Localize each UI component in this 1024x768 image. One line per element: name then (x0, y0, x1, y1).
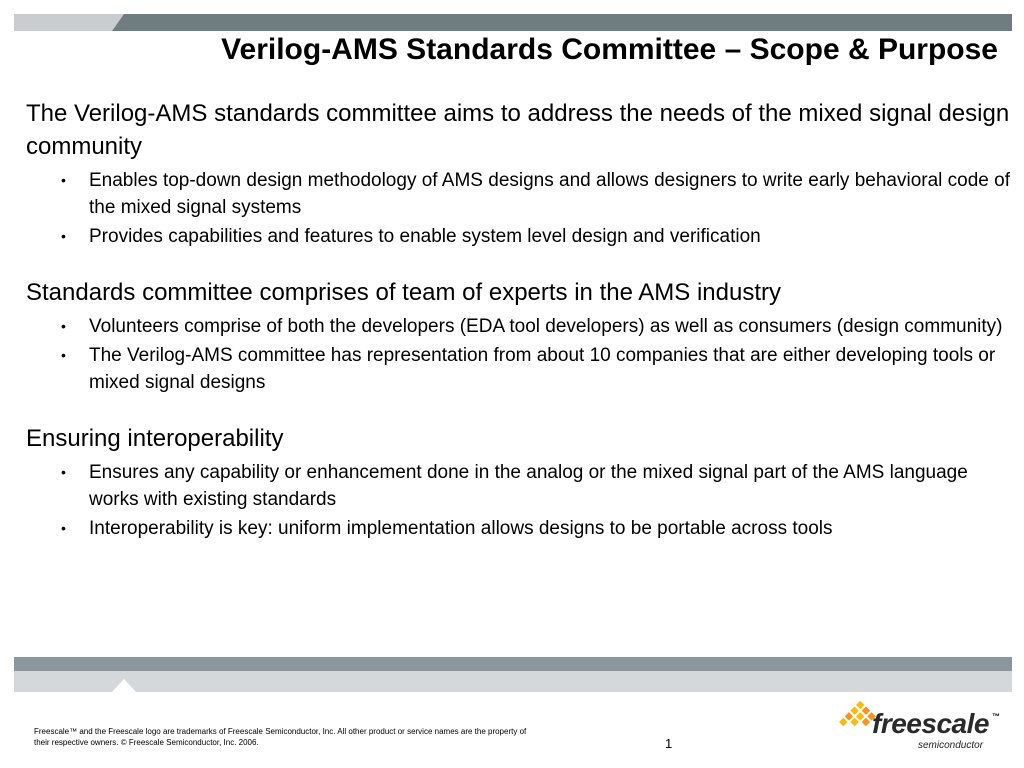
bullet-item (26, 167, 1011, 221)
bullet-text: Volunteers comprise of both the developers (EDA tool developers) as well as consumers (design community) (89, 316, 1003, 337)
bullet-icon: • (61, 520, 66, 536)
bullet-text: Ensures any capability or enhancement done in the analog or the mixed signal part of the AMS language works with existing standards (89, 462, 968, 510)
logo-trademark: ™ (992, 712, 1000, 721)
section-committee (26, 276, 1011, 396)
bottom-decorative-bar (14, 657, 1012, 692)
top-bar-notch-dark (112, 14, 124, 31)
page-number: 1 (665, 736, 673, 751)
bottom-bar-light-segment (14, 671, 1012, 692)
bullet-list (26, 167, 1011, 250)
bullet-item (26, 459, 1011, 513)
bullet-icon: • (61, 464, 66, 480)
bullet-item (26, 342, 1011, 396)
bullet-icon: • (61, 172, 66, 188)
top-bar-dark-segment (124, 14, 1012, 31)
freescale-logo (836, 700, 1006, 756)
bullet-text: Interoperability is key: uniform implementation allows designs to be portable across tools (89, 518, 833, 539)
bullet-icon: • (61, 228, 66, 244)
legal-notice: Freescale™ and the Freescale logo are trademarks of Freescale Semiconductor, Inc. All other product or service names are the property of their respective owners. © Freescale Semiconductor, Inc. 2006. (34, 727, 527, 747)
slide-content (26, 97, 1011, 568)
logo-wordmark: freescale (872, 708, 989, 739)
bullet-item (26, 515, 1011, 542)
bottom-bar-dark-segment (14, 657, 1012, 671)
freescale-logo-icon (836, 700, 876, 744)
top-decorative-bar (0, 14, 1012, 31)
top-bar-light-segment (14, 14, 112, 31)
bullet-item (26, 223, 1011, 250)
bottom-bar-notch (112, 679, 136, 692)
bullet-text: Provides capabilities and features to enable system level design and verification (89, 226, 761, 247)
section-heading: Standards committee comprises of team of experts in the AMS industry (26, 279, 781, 306)
section-heading: Ensuring interoperability (26, 425, 284, 452)
section-heading: The Verilog-AMS standards committee aims to address the needs of the mixed signal design community (26, 100, 1010, 160)
section-interoperability (26, 422, 1011, 542)
bullet-list (26, 313, 1011, 396)
bullet-icon: • (61, 318, 66, 334)
slide-title: Verilog-AMS Standards Committee – Scope & Purpose (221, 33, 998, 66)
bullet-list (26, 459, 1011, 542)
bullet-text: The Verilog-AMS committee has representation from about 10 companies that are either developing tools or mixed signal designs (89, 345, 996, 393)
logo-subtitle: semiconductor (918, 740, 984, 751)
section-purpose (26, 97, 1011, 250)
bullet-icon: • (61, 347, 66, 363)
bullet-text: Enables top-down design methodology of AMS designs and allows designers to write early behavioral code of the mixed signal systems (89, 170, 1010, 218)
bullet-item (26, 313, 1011, 340)
